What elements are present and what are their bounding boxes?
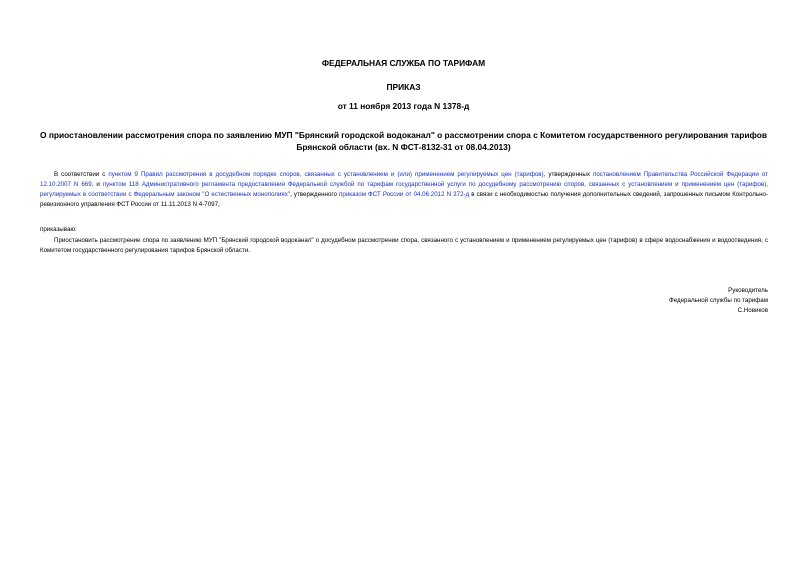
link-government-decree-669[interactable]: постановлением Правительства Российской Федерации от 12.10.2007 N 669 [40,171,768,188]
basis-text-2: , утвержденных [543,171,593,178]
basis-text-1: В соответствии с [54,171,109,178]
basis-text-3: , и [91,181,103,188]
link-fst-order-372[interactable]: приказом ФСТ России от 04.06.2012 N 372-д [339,191,470,198]
document-date-number: от 11 ноября 2013 года N 1378-д [337,101,470,111]
link-regulation-point-118[interactable]: пунктом 118 Административного регламента предоставления Федеральной службой по тарифам государственной услуги по досудебному рассмотрению споров, связанных с установлением и применением цен (тарифов), регулируемых в соответствии с Федеральным законом "О естественных монополиях" [40,181,768,198]
signature-role: Руководитель [728,287,768,294]
agency-heading: ФЕДЕРАЛЬНАЯ СЛУЖБА ПО ТАРИФАМ [321,58,486,68]
paragraph-decision: Приостановить рассмотрение спора по заявлению МУП "Брянский городской водоканал" о досудебном рассмотрении спора, связанного с установлением и применением регулируемых цен (тарифов) в сфере водоснабжения и водоотведения, с Комитетом государственного регулирования тарифов Брянской области. [40,237,768,254]
basis-text-4: , утвержденного [290,191,340,198]
link-rules-point-9[interactable]: пунктом 9 Правил рассмотрения в досудебном порядке споров, связанных с установлением и (или) применением регулируемых цен (тарифов) [108,171,544,178]
signature-organization: Федеральной службы по тарифам [669,297,768,304]
document-type-heading: ПРИКАЗ [386,82,421,92]
order-word: приказываю: [40,226,77,233]
basis-text-5: в связи с необходимостью получения дополнительных сведений, запрошенных письмом Контрольно-ревизионного управления ФСТ России от 11.11.2013 N 4-7097, [40,191,769,208]
signature-name: С.Новиков [737,307,768,314]
document-title: О приостановлении рассмотрения спора по заявлению МУП "Брянский городской водоканал" о рассмотрении спора с Комитетом государственного регулирования тарифов Брянской области (вх. N ФСТ-8132-31 от 08.04.2013) [40,130,767,152]
paragraph-basis [40,170,768,210]
